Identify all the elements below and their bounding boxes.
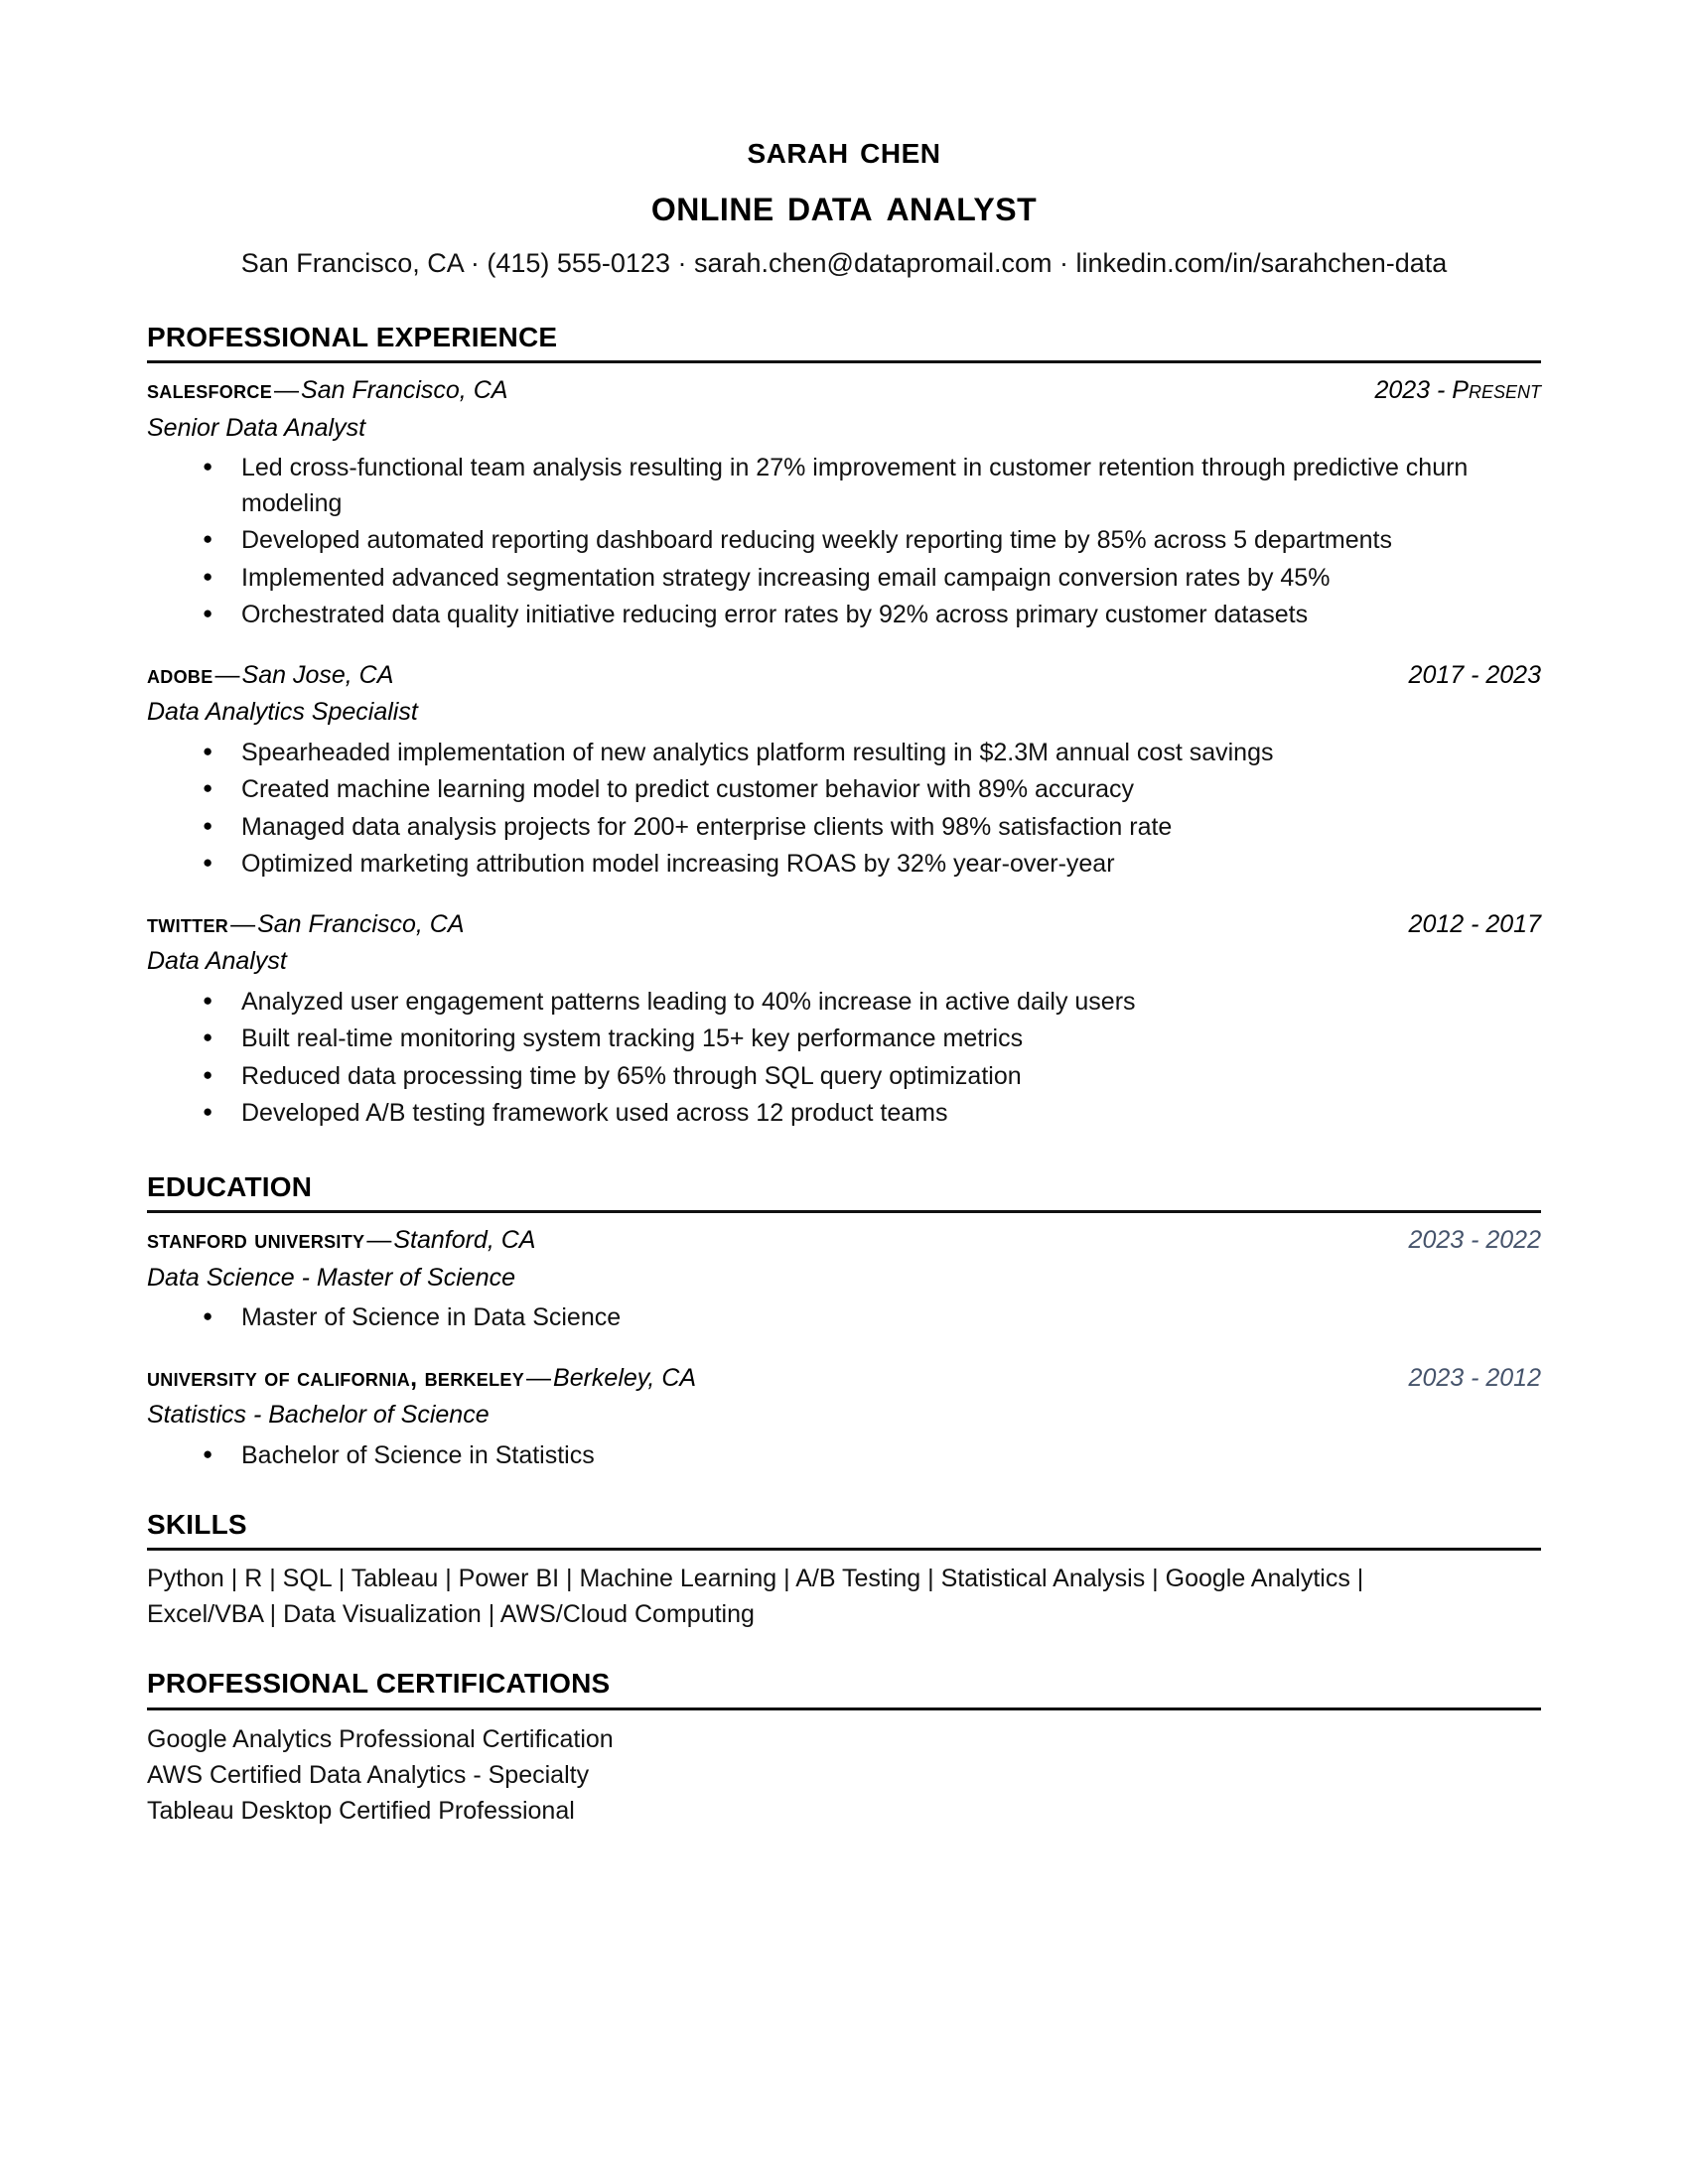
list-item: Tableau Desktop Certified Professional xyxy=(147,1796,575,1825)
job-achievements-list xyxy=(147,451,1541,633)
list-item: ● Orchestrated data quality initiative reducing error rates by 92% across primary customer datasets xyxy=(147,598,1541,633)
employment-dates: 2012 - 2017 xyxy=(1408,909,1541,938)
school-name: university of california, berkeley xyxy=(147,1363,525,1392)
section-heading-certifications: PROFESSIONAL CERTIFICATIONS xyxy=(147,1668,611,1700)
school-name: stanford university xyxy=(147,1226,365,1255)
experience-entry xyxy=(147,908,1541,1132)
list-item: ● Reduced data processing time by 65% through SQL query optimization xyxy=(147,1059,1541,1095)
list-item: ● Created machine learning model to predict customer behavior with 89% accuracy xyxy=(147,772,1541,808)
entry-org-group xyxy=(147,1362,1389,1395)
list-item: ● Master of Science in Data Science xyxy=(147,1300,1541,1336)
entry-org-group xyxy=(147,908,1389,941)
job-title: Senior Data Analyst xyxy=(147,413,366,442)
section-divider-education xyxy=(147,1210,1541,1213)
entry-org-group xyxy=(147,1224,1389,1257)
section-professional-certifications xyxy=(147,1668,1541,1828)
entry-header-row xyxy=(147,1362,1541,1395)
employer-name: salesforce xyxy=(147,376,273,405)
list-item: Google Analytics Professional Certification xyxy=(147,1724,614,1753)
employer-location: San Jose, CA xyxy=(241,660,394,689)
entry-header-row xyxy=(147,1224,1541,1257)
school-location: Stanford, CA xyxy=(393,1226,536,1255)
section-skills xyxy=(147,1509,1541,1632)
section-education xyxy=(147,1171,1541,1473)
list-item: ● Led cross-functional team analysis resulting in 27% improvement in customer retention through predictive churn modeling xyxy=(147,451,1541,521)
school-separator-dash: — xyxy=(526,1363,552,1392)
education-entry xyxy=(147,1362,1541,1474)
section-professional-experience xyxy=(147,322,1541,1132)
job-title: Data Analytics Specialist xyxy=(147,698,418,727)
experience-entry xyxy=(147,659,1541,883)
section-heading-education: EDUCATION xyxy=(147,1170,313,1202)
list-item: ● Bachelor of Science in Statistics xyxy=(147,1438,1541,1474)
school-separator-dash: — xyxy=(366,1226,392,1255)
school-location: Berkeley, CA xyxy=(553,1363,697,1392)
section-divider-certifications xyxy=(147,1707,1541,1710)
degree-program: Data Science - Master of Science xyxy=(147,1263,515,1292)
education-details-list xyxy=(147,1438,1541,1474)
certifications-list xyxy=(147,1721,1541,1829)
employer-separator-dash: — xyxy=(214,660,240,689)
employer-location: San Francisco, CA xyxy=(301,376,508,405)
list-item: ● Spearheaded implementation of new analytics platform resulting in $2.3M annual cost savings xyxy=(147,736,1541,771)
candidate-job-title: online data analyst xyxy=(650,179,1038,231)
education-details-list xyxy=(147,1300,1541,1336)
employment-dates: 2023 - Present xyxy=(1374,376,1541,405)
section-divider-experience xyxy=(147,360,1541,363)
resume-header xyxy=(147,0,1541,282)
list-item: ● Analyzed user engagement patterns leading to 40% increase in active daily users xyxy=(147,985,1541,1021)
section-heading-experience: PROFESSIONAL EXPERIENCE xyxy=(147,322,558,353)
list-item: ● Implemented advanced segmentation strategy increasing email campaign conversion rates by 45% xyxy=(147,561,1541,597)
list-item: ● Developed A/B testing framework used across 12 product teams xyxy=(147,1096,1541,1132)
contact-info-line: San Francisco, CA · (415) 555-0123 · sarah.chen@datapromail.com · linkedin.com/in/sarahchen-data xyxy=(240,248,1448,279)
employer-name: twitter xyxy=(147,909,229,938)
experience-entry xyxy=(147,374,1541,633)
job-achievements-list xyxy=(147,736,1541,883)
entry-header-row xyxy=(147,659,1541,692)
section-divider-skills xyxy=(147,1548,1541,1551)
entry-header-row xyxy=(147,374,1541,407)
education-dates: 2023 - 2022 xyxy=(1408,1226,1541,1255)
candidate-name: sarah chen xyxy=(747,128,941,172)
entry-org-group xyxy=(147,374,1354,407)
list-item: ● Developed automated reporting dashboard reducing weekly reporting time by 85% across 5 departments xyxy=(147,523,1541,559)
employer-separator-dash: — xyxy=(230,909,256,938)
entry-org-group xyxy=(147,659,1389,692)
employer-separator-dash: — xyxy=(274,376,300,405)
employer-name: adobe xyxy=(147,660,213,689)
list-item: ● Built real-time monitoring system tracking 15+ key performance metrics xyxy=(147,1022,1541,1057)
entry-header-row xyxy=(147,908,1541,941)
list-item: ● Managed data analysis projects for 200+ enterprise clients with 98% satisfaction rate xyxy=(147,810,1541,846)
list-item: AWS Certified Data Analytics - Specialty xyxy=(147,1760,590,1789)
employment-dates: 2017 - 2023 xyxy=(1408,660,1541,689)
job-achievements-list xyxy=(147,985,1541,1132)
list-item: ● Optimized marketing attribution model increasing ROAS by 32% year-over-year xyxy=(147,847,1541,883)
education-entry xyxy=(147,1224,1541,1336)
job-title: Data Analyst xyxy=(147,947,287,976)
employer-location: San Francisco, CA xyxy=(257,909,465,938)
section-heading-skills: SKILLS xyxy=(147,1509,247,1541)
education-dates: 2023 - 2012 xyxy=(1408,1363,1541,1392)
skills-list-text: Python | R | SQL | Tableau | Power BI | Machine Learning | A/B Testing | Statistical Analysis | Google Analytics | Excel/VBA | Data Visualization | AWS/Cloud Computing xyxy=(147,1565,1364,1628)
degree-program: Statistics - Bachelor of Science xyxy=(147,1401,490,1430)
